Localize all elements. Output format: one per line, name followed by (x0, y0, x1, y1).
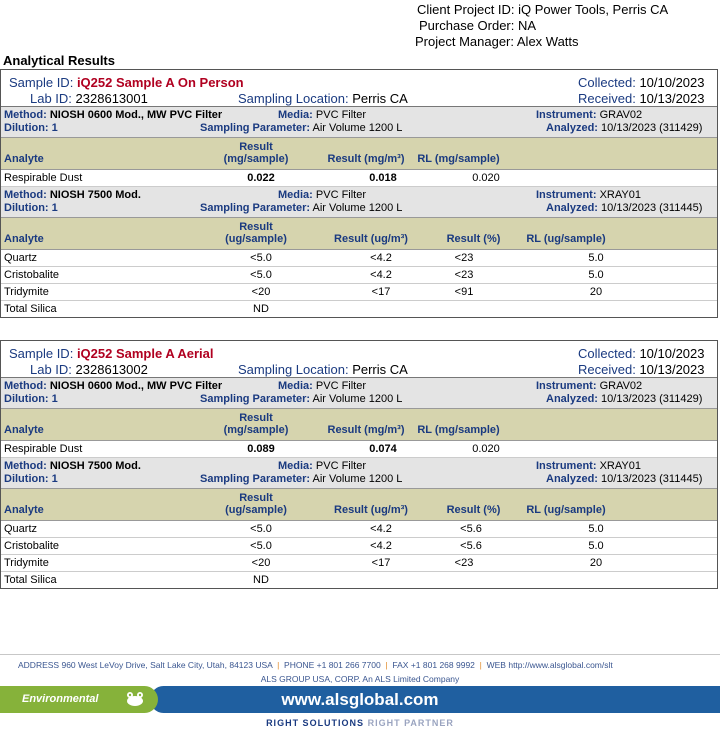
website-link[interactable]: www.alsglobal.com (281, 690, 439, 709)
sampling-parameter-label: Sampling Parameter: (200, 122, 311, 134)
method-info (1, 187, 717, 218)
col-result: Result (239, 141, 273, 153)
table-row (1, 555, 717, 572)
analyzed-label: Analyzed: (546, 202, 598, 214)
location-label: Sampling Location: (238, 91, 349, 106)
received-label: Received: (578, 362, 636, 377)
col-result: Result (239, 412, 273, 424)
concentration-value: <4.2 (370, 540, 392, 552)
slogan-part-2: RIGHT PARTNER (367, 718, 454, 728)
dilution-label: Dilution: (4, 202, 49, 214)
concentration-value: <4.2 (370, 269, 392, 281)
analyte-name: Respirable Dust (4, 443, 83, 455)
lab-id-label: Lab ID: (30, 362, 72, 377)
analyzed-value: 10/13/2023 (311429) (601, 122, 703, 134)
results-header (1, 489, 717, 521)
table-row (1, 250, 717, 267)
media-value: PVC Filter (315, 460, 367, 472)
address-label: ADDRESS (18, 660, 60, 670)
analyte-name: Respirable Dust (4, 172, 83, 184)
col-analyte: Analyte (4, 504, 44, 516)
method-name: NIOSH 7500 Mod. (49, 460, 141, 472)
col-analyte: Analyte (4, 153, 44, 165)
footer-contact: ADDRESS 960 West LeVoy Drive, Salt Lake City, Utah, 84123 USA | PHONE +1 801 266 7700 | FAX +1 801 268 9992 | WEB http://www.alsglobal.com/slt (18, 660, 613, 670)
sampling-parameter-label: Sampling Parameter: (200, 202, 311, 214)
col-rl: RL (mg/sample) (417, 424, 500, 436)
sampling-parameter: Air Volume 1200 L (312, 473, 403, 485)
method-info (1, 107, 717, 138)
percent-value: <23 (454, 269, 474, 281)
analyte-name: Quartz (4, 252, 38, 264)
project-header (415, 2, 668, 50)
dilution-value: 1 (51, 202, 58, 214)
col-concentration: Result (mg/m³) (327, 424, 405, 436)
sampling-location: Perris CA (352, 362, 408, 377)
received-date: 10/13/2023 (639, 362, 705, 377)
rl-value: 5.0 (588, 540, 604, 552)
instrument-value: GRAV02 (599, 380, 643, 392)
section-title: Analytical Results (3, 53, 115, 68)
dilution-value: 1 (51, 393, 58, 405)
sampling-parameter: Air Volume 1200 L (312, 202, 403, 214)
instrument-label: Instrument: (536, 380, 597, 392)
analyte-name: Cristobalite (4, 540, 60, 552)
method-label: Method: (4, 109, 47, 121)
lab-id-label: Lab ID: (30, 91, 72, 106)
analyte-name: Tridymite (4, 286, 49, 298)
slogan-part-1: RIGHT SOLUTIONS (266, 718, 365, 728)
table-row (1, 521, 717, 538)
results-header (1, 138, 717, 170)
purchase-order: Purchase Order: NA (419, 18, 537, 33)
col-rl: RL (ug/sample) (526, 233, 606, 245)
footer-divider (0, 654, 720, 655)
analyzed-label: Analyzed: (546, 393, 598, 405)
rl-value: 20 (589, 557, 603, 569)
table-row (1, 538, 717, 555)
sample-id: iQ252 Sample A On Person (76, 75, 244, 90)
col-percent: Result (%) (446, 233, 501, 245)
concentration-value: <4.2 (370, 252, 392, 264)
instrument-value: XRAY01 (599, 460, 641, 472)
result-value: ND (253, 574, 269, 586)
col-analyte: Analyte (4, 424, 44, 436)
col-result: Result (239, 221, 273, 233)
environmental-label: Environmental (22, 693, 99, 705)
slogan (0, 718, 720, 728)
result-value: 0.022 (247, 172, 275, 184)
analyte-name: Total Silica (4, 303, 57, 315)
result-value: 0.089 (247, 443, 275, 455)
sample-block (0, 340, 718, 589)
analyzed-value: 10/13/2023 (311445) (601, 473, 703, 485)
method-name: NIOSH 0600 Mod., MW PVC Filter (49, 109, 223, 121)
rl-value: 5.0 (588, 252, 604, 264)
phone-label: PHONE (284, 660, 315, 670)
media-label: Media: (278, 380, 313, 392)
method-label: Method: (4, 189, 47, 201)
method-label: Method: (4, 380, 47, 392)
sample-block (0, 69, 718, 318)
instrument-label: Instrument: (536, 460, 597, 472)
col-percent: Result (%) (446, 504, 501, 516)
percent-value: <91 (454, 286, 474, 298)
table-row (1, 301, 717, 317)
sample-header (1, 341, 717, 378)
instrument-label: Instrument: (536, 109, 597, 121)
rl-value: 0.020 (472, 172, 500, 184)
method-info (1, 458, 717, 489)
result-value: <5.0 (250, 540, 272, 552)
table-row (1, 170, 717, 187)
analyte-name: Total Silica (4, 574, 57, 586)
col-rl: RL (ug/sample) (526, 504, 606, 516)
lab-id: 2328613001 (75, 91, 148, 106)
table-row (1, 572, 717, 588)
table-row (1, 284, 717, 301)
media-label: Media: (278, 189, 313, 201)
dilution-value: 1 (51, 122, 58, 134)
sample-id-label: Sample ID: (9, 346, 74, 361)
sampling-parameter-label: Sampling Parameter: (200, 393, 311, 405)
media-value: PVC Filter (315, 380, 367, 392)
dilution-value: 1 (51, 473, 58, 485)
result-value: <5.0 (250, 269, 272, 281)
fax-label: FAX (392, 660, 409, 670)
col-concentration: Result (ug/m³) (334, 233, 408, 245)
results-header (1, 218, 717, 250)
analyzed-label: Analyzed: (546, 473, 598, 485)
method-name: NIOSH 7500 Mod. (49, 189, 141, 201)
media-label: Media: (278, 109, 313, 121)
sample-header (1, 70, 717, 107)
web-label: WEB (486, 660, 506, 670)
web-link[interactable]: http://www.alsglobal.com/slt (508, 660, 613, 670)
result-value: <5.0 (250, 252, 272, 264)
sample-id: iQ252 Sample A Aerial (76, 346, 214, 361)
instrument-value: GRAV02 (599, 109, 643, 121)
media-value: PVC Filter (315, 189, 367, 201)
concentration-value: <17 (371, 286, 391, 298)
analyzed-value: 10/13/2023 (311429) (601, 393, 703, 405)
col-result-unit: (mg/sample) (223, 424, 289, 436)
dilution-label: Dilution: (4, 122, 49, 134)
corp-line: ALS GROUP USA, CORP. An ALS Limited Company (260, 674, 460, 684)
sample-id-label: Sample ID: (9, 75, 74, 90)
address: 960 West LeVoy Drive, Salt Lake City, Utah, 84123 USA (61, 660, 273, 670)
dilution-label: Dilution: (4, 473, 49, 485)
rl-value: 5.0 (588, 523, 604, 535)
collected-label: Collected: (578, 346, 636, 361)
instrument-label: Instrument: (536, 189, 597, 201)
concentration-value: <17 (371, 557, 391, 569)
lab-id: 2328613002 (75, 362, 148, 377)
client-project-id: Client Project ID: iQ Power Tools, Perris CA (417, 2, 669, 17)
col-rl: RL (mg/sample) (417, 153, 500, 165)
analyzed-value: 10/13/2023 (311445) (601, 202, 703, 214)
rl-value: 5.0 (588, 269, 604, 281)
concentration-value: 0.018 (369, 172, 397, 184)
percent-value: <5.6 (460, 540, 482, 552)
rl-value: 0.020 (472, 443, 500, 455)
result-value: <5.0 (250, 523, 272, 535)
concentration-value: <4.2 (370, 523, 392, 535)
result-value: <20 (251, 286, 271, 298)
analyte-name: Cristobalite (4, 269, 60, 281)
phone: +1 801 266 7700 (316, 660, 381, 670)
col-result-unit: (mg/sample) (223, 153, 289, 165)
table-row (1, 267, 717, 284)
analyzed-label: Analyzed: (546, 122, 598, 134)
method-label: Method: (4, 460, 47, 472)
col-result-unit: (ug/sample) (225, 504, 287, 516)
location-label: Sampling Location: (238, 362, 349, 377)
sampling-parameter: Air Volume 1200 L (312, 122, 403, 134)
result-value: <20 (251, 557, 271, 569)
results-header (1, 409, 717, 441)
fax: +1 801 268 9992 (410, 660, 475, 670)
col-concentration: Result (mg/m³) (327, 153, 405, 165)
sampling-parameter-label: Sampling Parameter: (200, 473, 311, 485)
col-result-unit: (ug/sample) (225, 233, 287, 245)
instrument-value: XRAY01 (599, 189, 641, 201)
sampling-parameter: Air Volume 1200 L (312, 393, 403, 405)
analyte-name: Quartz (4, 523, 38, 535)
media-value: PVC Filter (315, 109, 367, 121)
received-date: 10/13/2023 (639, 91, 705, 106)
rl-value: 20 (589, 286, 603, 298)
method-info (1, 378, 717, 409)
analyte-name: Tridymite (4, 557, 49, 569)
method-name: NIOSH 0600 Mod., MW PVC Filter (49, 380, 223, 392)
concentration-value: 0.074 (369, 443, 397, 455)
collected-date: 10/10/2023 (639, 346, 705, 361)
collected-label: Collected: (578, 75, 636, 90)
col-result: Result (239, 492, 273, 504)
sampling-location: Perris CA (352, 91, 408, 106)
percent-value: <23 (454, 557, 474, 569)
project-manager: Project Manager: Alex Watts (415, 34, 579, 49)
result-value: ND (253, 303, 269, 315)
media-label: Media: (278, 460, 313, 472)
received-label: Received: (578, 91, 636, 106)
col-concentration: Result (ug/m³) (334, 504, 408, 516)
percent-value: <5.6 (460, 523, 482, 535)
percent-value: <23 (454, 252, 474, 264)
dilution-label: Dilution: (4, 393, 49, 405)
table-row (1, 441, 717, 458)
collected-date: 10/10/2023 (639, 75, 705, 90)
col-analyte: Analyte (4, 233, 44, 245)
